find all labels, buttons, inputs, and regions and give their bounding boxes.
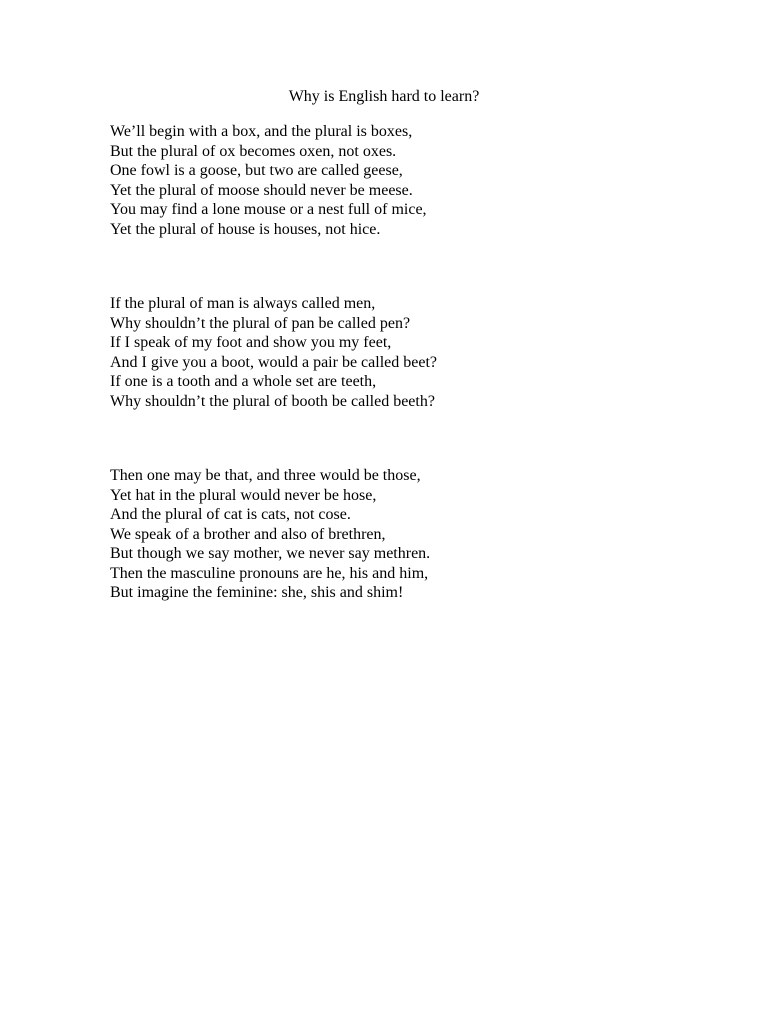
poem-line: You may find a lone mouse or a nest full of mice, [110, 201, 427, 218]
poem-line: If the plural of man is always called men, [110, 295, 376, 312]
stanza-3 [110, 466, 710, 603]
stanza-2 [110, 294, 710, 411]
document-title: Why is English hard to learn? [288, 88, 480, 105]
poem-line: But the plural of ox becomes oxen, not oxes. [110, 142, 397, 160]
poem-line: But imagine the feminine: she, shis and shim! [110, 584, 404, 601]
poem-line: If I speak of my foot and show you my feet, [110, 334, 392, 351]
poem-line: Then one may be that, and three would be those, [110, 467, 421, 484]
poem-line: Why shouldn’t the plural of pan be called pen? [110, 314, 411, 332]
poem-line: If one is a tooth and a whole set are teeth, [110, 373, 377, 390]
poem-line: Then the masculine pronouns are he, his and him, [110, 564, 429, 582]
poem-line: Yet hat in the plural would never be hose, [110, 486, 377, 504]
poem-line: Yet the plural of house is houses, not hice. [110, 220, 381, 238]
poem-line: One fowl is a goose, but two are called geese, [110, 162, 403, 179]
poem-line: Why shouldn’t the plural of booth be called beeth? [110, 392, 435, 410]
poem-line: And I give you a boot, would a pair be called beet? [110, 353, 437, 371]
poem-line: And the plural of cat is cats, not cose. [110, 506, 351, 523]
poem-line: Yet the plural of moose should never be meese. [110, 181, 413, 199]
poem-line: We speak of a brother and also of brethren, [110, 525, 386, 543]
poem-line: We’ll begin with a box, and the plural is boxes, [110, 123, 413, 140]
stanza-1 [110, 122, 710, 239]
poem-line: But though we say mother, we never say methren. [110, 545, 431, 562]
